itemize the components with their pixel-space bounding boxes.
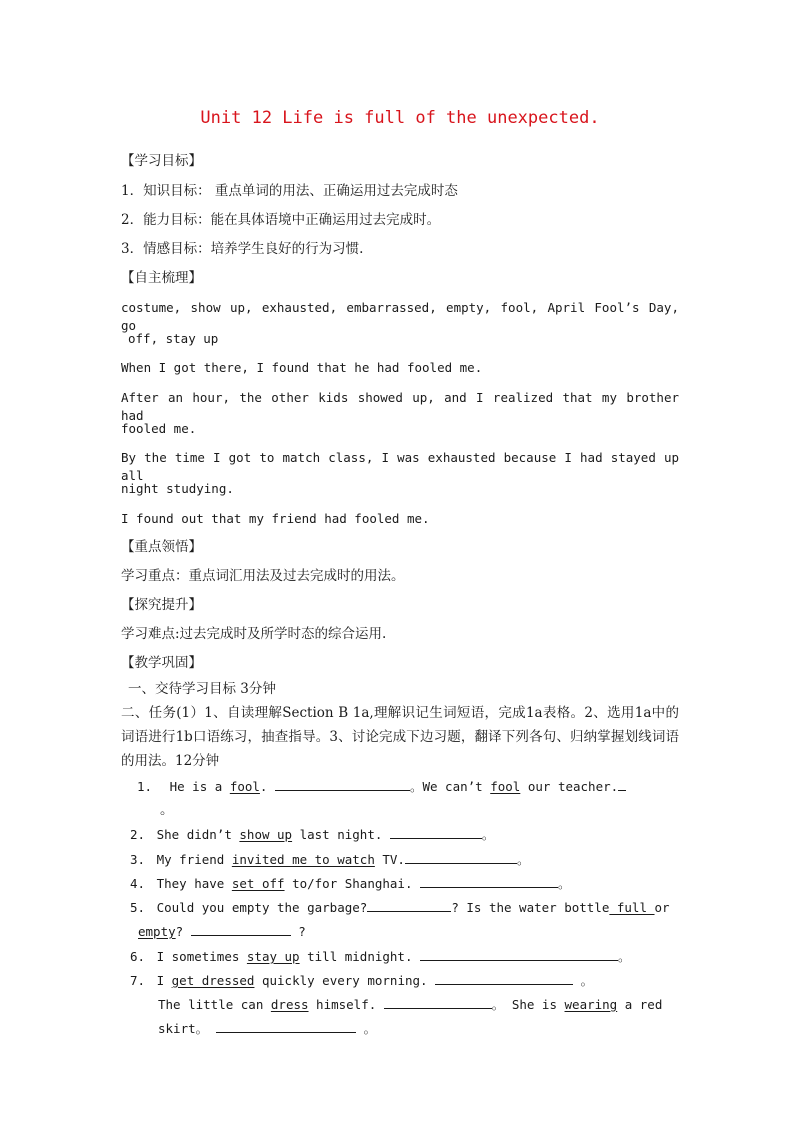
unit-title: Unit 12 Life is full of the unexpected. — [200, 108, 600, 128]
exercise-6: 6. I sometimes stay up till midnight. 。 — [130, 949, 631, 964]
underlined-term: get dressed — [171, 973, 255, 988]
goal-knowledge: 1．知识目标： 重点单词的用法、正确运用过去完成时态 — [121, 183, 458, 199]
exercise-5-continued: empty? ? — [138, 924, 306, 939]
section-heading-goals: 【学习目标】 — [121, 153, 202, 169]
exercise-number: 4. — [130, 876, 146, 891]
step-two-line-3: 的用法。12分钟 — [121, 753, 220, 769]
example-sentence-2-continued: fooled me. — [121, 421, 197, 436]
explore-text: 学习难点:过去完成时及所学时态的综合运用. — [121, 626, 387, 642]
key-points-text: 学习重点：重点词汇用法及过去完成时的用法。 — [121, 568, 405, 584]
example-sentence-2: After an hour, the other kids showed up, and I realized that my brother had — [121, 390, 679, 423]
step-one: 一、交待学习目标 3分钟 — [128, 681, 276, 697]
underlined-term: full — [609, 900, 655, 915]
underlined-term: fool — [229, 779, 260, 794]
section-heading-consolidate: 【教学巩固】 — [121, 655, 202, 671]
goal-emotion: 3．情感目标：培养学生良好的行为习惯. — [121, 241, 364, 257]
underlined-term: set off — [231, 876, 285, 891]
example-sentence-3: By the time I got to match class, I was exhausted because I had stayed up all — [121, 450, 679, 483]
answer-blank[interactable] — [216, 1019, 356, 1033]
exercise-1-end: 。 — [160, 802, 174, 818]
answer-blank[interactable] — [420, 874, 558, 888]
exercise-number: 5. — [130, 900, 146, 915]
vocabulary-line: costume, show up, exhausted, embarrassed, empty, fool, April Fool’s Day, go — [121, 300, 679, 333]
answer-blank[interactable] — [405, 850, 517, 864]
exercise-5: 5. Could you empty the garbage? ? Is the water bottle full or — [130, 900, 670, 915]
exercise-4: 4. They have set off to/for Shanghai. 。 — [130, 876, 571, 891]
step-two-line-1: 二、任务(1）1、自读理解Section B 1a,理解识记生词短语，完成1a表格。2、选用1a中的 — [121, 705, 679, 721]
answer-blank[interactable] — [275, 777, 410, 791]
answer-blank[interactable] — [390, 825, 482, 839]
exercise-number: 2. — [130, 827, 146, 842]
underlined-term: dress — [270, 997, 309, 1012]
exercise-number: 6. — [130, 949, 146, 964]
underlined-term: wearing — [564, 997, 618, 1012]
example-sentence-1: When I got there, I found that he had fooled me. — [121, 360, 483, 375]
answer-blank[interactable] — [191, 922, 291, 936]
exercise-2: 2. She didn’t show up last night. 。 — [130, 827, 495, 842]
underlined-term: empty — [138, 924, 176, 939]
exercise-1: 1. He is a fool. 。We can’t fool our teacher. — [137, 777, 626, 796]
underlined-term: show up — [239, 827, 293, 842]
answer-blank[interactable] — [384, 995, 492, 1009]
underlined-term: invited me to watch — [231, 852, 375, 867]
section-heading-self-study: 【自主梳理】 — [121, 270, 202, 286]
example-sentence-4: I found out that my friend had fooled me. — [121, 511, 430, 526]
underlined-term: fool — [490, 779, 521, 794]
exercise-7: 7. I get dressed quickly every morning. 。 — [130, 973, 594, 988]
answer-blank[interactable] — [367, 898, 451, 912]
section-heading-explore: 【探究提升】 — [121, 597, 202, 613]
example-sentence-3-continued: night studying. — [121, 481, 234, 496]
goal-ability: 2．能力目标：能在具体语境中正确运用过去完成时。 — [121, 212, 441, 228]
exercise-number: 7. — [130, 973, 146, 988]
answer-blank[interactable] — [618, 777, 626, 791]
step-two-line-2: 词语进行1b口语练习，抽查指导。3、讨论完成下边习题，翻译下列各句、归纳掌握划线词语 — [121, 729, 679, 745]
section-heading-key-points: 【重点领悟】 — [121, 539, 202, 555]
exercise-7-line-2: The little can dress himself. 。 She is wearing a red — [158, 997, 663, 1012]
exercise-number: 3. — [130, 852, 146, 867]
vocabulary-line-continued: off, stay up — [128, 331, 219, 346]
exercise-number: 1. — [137, 779, 153, 794]
answer-blank[interactable] — [420, 947, 618, 961]
underlined-term: stay up — [246, 949, 300, 964]
exercise-7-line-3: skirt。 。 — [158, 1021, 377, 1036]
answer-blank[interactable] — [435, 971, 573, 985]
exercise-3: 3. My friend invited me to watch TV. 。 — [130, 852, 530, 867]
